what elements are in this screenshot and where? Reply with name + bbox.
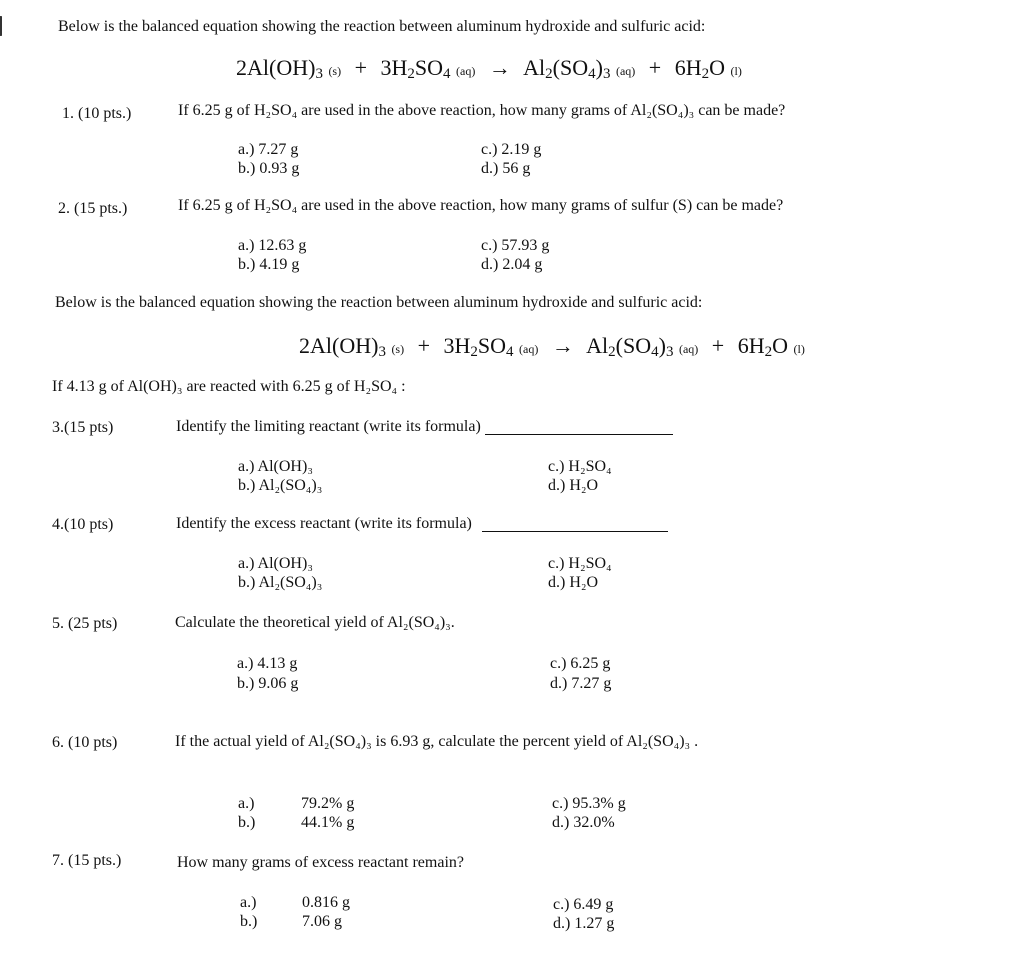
- question-5-option-b: b.) 9.06 g: [237, 675, 299, 692]
- question-3-answer-blank[interactable]: [485, 418, 673, 435]
- question-7-option-b-letter: b.): [240, 913, 258, 930]
- question-4-row: [176, 514, 668, 534]
- question-4-text: Identify the excess reactant (write its formula): [176, 515, 472, 532]
- question-7-option-d: d.) 1.27 g: [553, 915, 615, 932]
- question-5-option-c: c.) 6.25 g: [550, 655, 611, 672]
- given-quantities: If 4.13 g of Al(OH)₃ are reacted with 6.25 g of H₂SO₄ :: [52, 378, 406, 395]
- question-3-option-b: b.) Al₂(SO₄)₃: [238, 477, 323, 494]
- question-7-option-b-value: 7.06 g: [302, 913, 342, 930]
- question-7-text: How many grams of excess reactant remain?: [177, 854, 464, 871]
- question-3-label: 3.(15 pts): [52, 419, 114, 436]
- question-1-option-d: d.) 56 g: [481, 160, 531, 177]
- intro-text-1: Below is the balanced equation showing the reaction between aluminum hydroxide and sulfuric acid:: [58, 18, 706, 35]
- question-1-text: If 6.25 g of H₂SO₄ are used in the above reaction, how many grams of Al₂(SO₄)₃ can be made?: [178, 102, 786, 119]
- question-4-option-c: c.) H₂SO₄: [548, 555, 612, 572]
- question-1-label: 1. (10 pts.): [62, 105, 132, 122]
- question-3-text: Identify the limiting reactant (write its formula): [176, 418, 481, 435]
- question-1-option-b: b.) 0.93 g: [238, 160, 300, 177]
- question-4-option-d: d.) H₂O: [548, 574, 599, 591]
- question-3-option-c: c.) H₂SO₄: [548, 458, 612, 475]
- question-4-label: 4.(10 pts): [52, 516, 114, 533]
- question-2-option-d: d.) 2.04 g: [481, 256, 543, 273]
- question-3-row: [176, 417, 673, 437]
- question-6-label: 6. (10 pts): [52, 734, 118, 751]
- question-5-label: 5. (25 pts): [52, 615, 118, 632]
- question-4-option-b: b.) Al₂(SO₄)₃: [238, 574, 323, 591]
- question-1-option-c: c.) 2.19 g: [481, 141, 542, 158]
- question-1-option-a: a.) 7.27 g: [238, 141, 299, 158]
- question-7-label: 7. (15 pts.): [52, 852, 122, 869]
- question-4-option-a: a.) Al(OH)₃: [238, 555, 313, 572]
- chemical-equation-2: $2Al(OH)_3$ $(s) + 3H_2SO_4$ $(aq) \to Al_2(SO_4)_3$ $(aq) + 6H_2O$ (l): [299, 333, 805, 360]
- question-6-option-a-letter: a.): [238, 795, 255, 812]
- question-6-option-c: c.) 95.3% g: [552, 795, 626, 812]
- question-4-answer-blank[interactable]: [482, 515, 668, 532]
- question-2-option-c: c.) 57.93 g: [481, 237, 550, 254]
- chemical-equation-1: $2Al(OH)_3$ $(s) + 3H_2SO_4$ $(aq) \to Al_2(SO_4)_3$ $(aq) + 6H_2O$ (l): [236, 55, 742, 82]
- question-3-option-a: a.) Al(OH)₃: [238, 458, 313, 475]
- question-6-option-b-value: 44.1% g: [301, 814, 355, 831]
- question-2-label: 2. (15 pts.): [58, 200, 128, 217]
- question-6-text: If the actual yield of Al₂(SO₄)₃ is 6.93 g, calculate the percent yield of Al₂(SO₄)₃ .: [175, 733, 699, 750]
- question-7-option-a-value: 0.816 g: [302, 894, 350, 911]
- question-2-option-b: b.) 4.19 g: [238, 256, 300, 273]
- page-edge-mark: [0, 16, 8, 36]
- question-5-option-a: a.) 4.13 g: [237, 655, 298, 672]
- question-2-option-a: a.) 12.63 g: [238, 237, 307, 254]
- question-7-option-a-letter: a.): [240, 894, 257, 911]
- question-3-option-d: d.) H₂O: [548, 477, 599, 494]
- question-6-option-d: d.) 32.0%: [552, 814, 615, 831]
- question-2-text: If 6.25 g of H₂SO₄ are used in the above reaction, how many grams of sulfur (S) can be made?: [178, 197, 784, 214]
- question-6-option-b-letter: b.): [238, 814, 256, 831]
- question-5-option-d: d.) 7.27 g: [550, 675, 612, 692]
- question-7-option-c: c.) 6.49 g: [553, 896, 614, 913]
- question-5-text: Calculate the theoretical yield of Al₂(SO₄)₃.: [175, 614, 455, 631]
- intro-text-2: Below is the balanced equation showing the reaction between aluminum hydroxide and sulfuric acid:: [55, 294, 703, 311]
- question-6-option-a-value: 79.2% g: [301, 795, 355, 812]
